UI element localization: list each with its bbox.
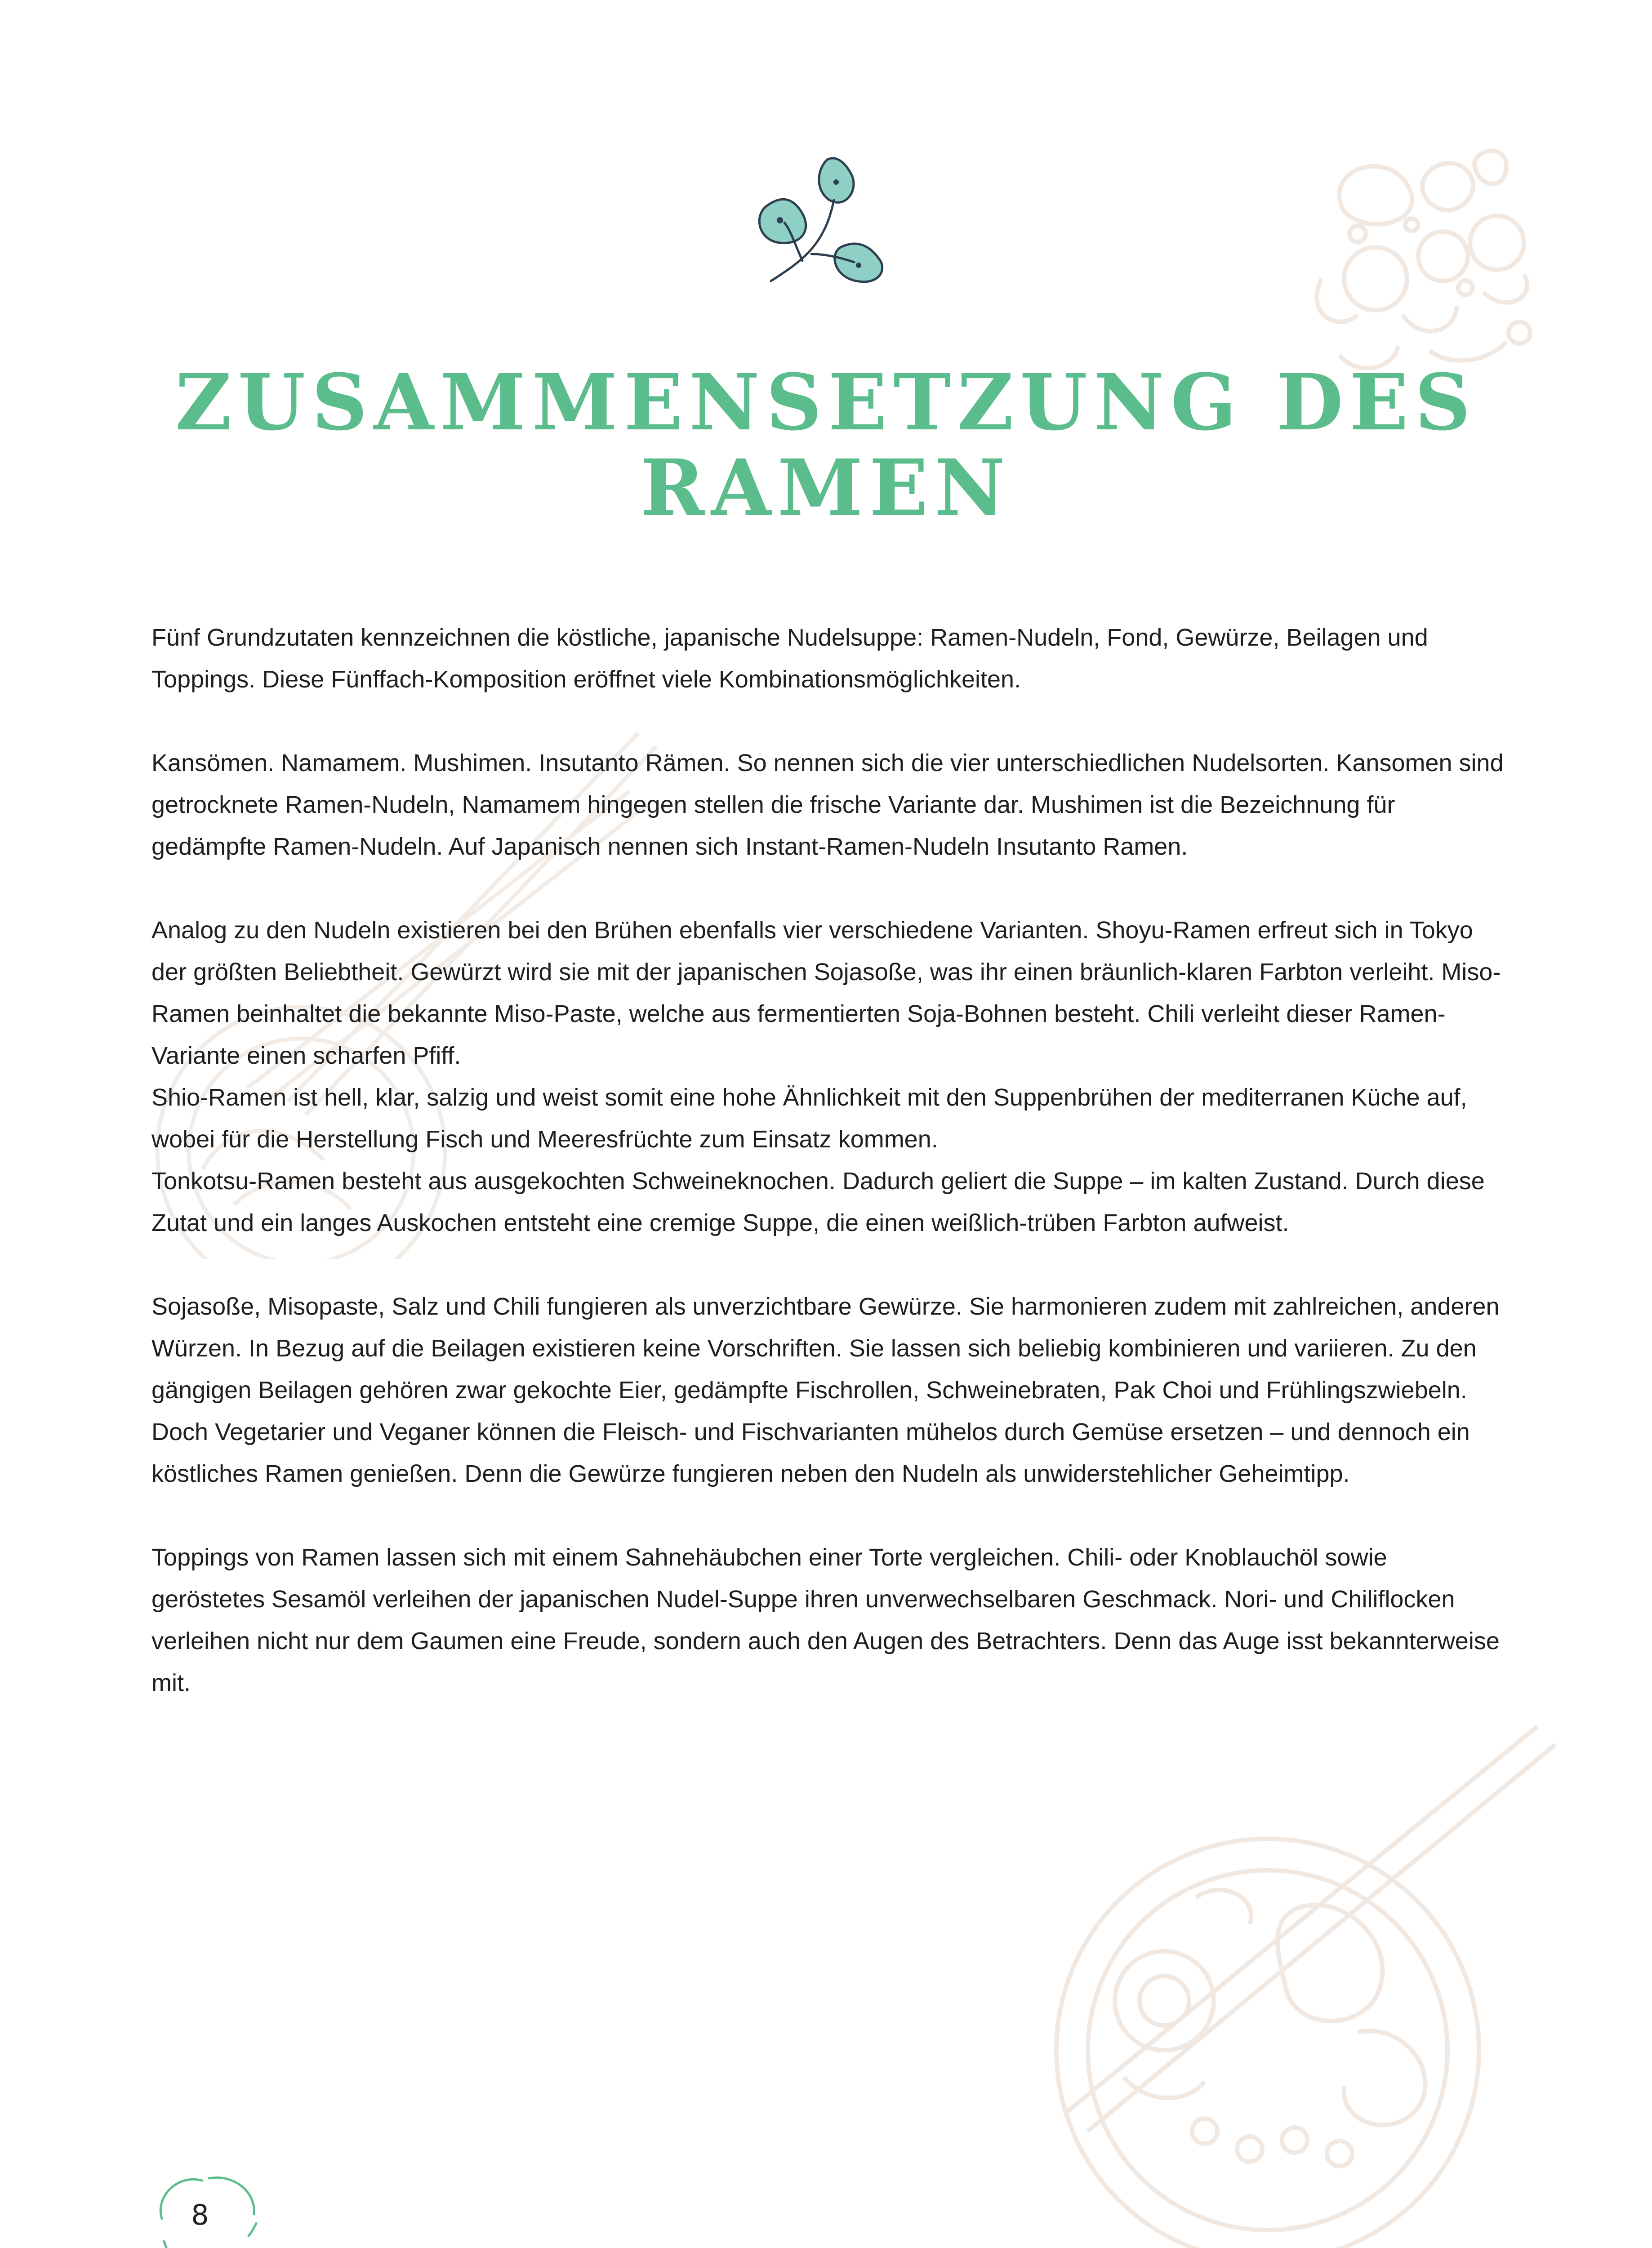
page-number: 8 (191, 2199, 209, 2231)
ramen-bowl-icon (953, 1708, 1582, 2248)
leaf-sprig-icon (748, 146, 897, 299)
page-title-line-2: RAMEN (640, 442, 1012, 533)
paragraph-toppings: Toppings von Ramen lassen sich mit einem Sahnehäubchen einer Torte vergleichen. Chili- oder Knoblauchöl sowie geröstetes Sesamöl verleihen der japanischen Nudel-Suppe ihren unverwechselbaren Geschmack. Nori- und Chiliflocken verleihen nicht nur dem Gaumen eine Freude, sondern auch den Augen des Betrachters. Denn das Auge isst bekannterweise mit. (151, 1544, 1500, 1696)
paragraph-broths: Analog zu den Nudeln existieren bei den Brühen ebenfalls vier verschiedene Varianten. Shoyu-Ramen erfreut sich in Tokyo der größten Beliebtheit. Gewürzt wird sie mit der japanischen Sojasoße, was ihr einen bräunlich-klaren Farbton verleiht. Miso-Ramen beinhaltet die bekannte Miso-Paste, welche aus fermentierten Soja-Bohnen besteht. Chili verleiht dieser Ramen-Variante einen scharfen Pfiff. (151, 917, 1501, 1069)
paragraph-intro: Fünf Grundzutaten kennzeichnen die köstliche, japanische Nudelsuppe: Ramen-Nudeln, Fond, Gewürze, Beilagen und Toppings. Diese Fünffach-Komposition eröffnet viele Kombinationsmöglichkeiten. (151, 624, 1428, 693)
paragraph-noodles: Kansömen. Namamem. Mushimen. Insutanto Rämen. So nennen sich die vier unterschiedlichen Nudelsorten. Kansomen sind getrocknete Ramen-Nudeln, Namamem hingegen stellen die frische Variante dar. Mushimen ist die Bezeichnung für gedämpfte Ramen-Nudeln. Auf Japanisch nennen sich Instant-Ramen-Nudeln Insutanto Ramen. (151, 749, 1504, 860)
page-title-line-1: ZUSAMMENSETZUNG DES (175, 357, 1477, 448)
paragraph-shio: Shio-Ramen ist hell, klar, salzig und weist somit eine hohe Ähnlichkeit mit den Suppenbrühen der mediterranen Küche auf, wobei für die Herstellung Fisch und Meeresfrüchte zum Einsatz kommen. (151, 1084, 1467, 1153)
paragraph-spices: Sojasoße, Misopaste, Salz und Chili fungieren als unverzichtbare Gewürze. Sie harmonieren zudem mit zahlreichen, anderen Würzen. In Bezug auf die Beilagen existieren keine Vorschriften. Sie lassen sich beliebig kombinieren und variieren. Zu den gängigen Beilagen gehören zwar gekochte Eier, gedämpfte Fischrollen, Schweinebraten, Pak Choi und Frühlingszwiebeln. Doch Vegetarier und Veganer können die Fleisch- und Fischvarianten mühelos durch Gemüse ersetzen – und dennoch ein köstliches Ramen genießen. Denn die Gewürze fungieren neben den Nudeln als unwiderstehlicher Geheimtipp. (151, 1293, 1500, 1487)
article-body (151, 617, 1505, 1746)
page-title (135, 357, 1517, 533)
paragraph-tonkotsu: Tonkotsu-Ramen besteht aus ausgekochten Schweineknochen. Dadurch geliert die Suppe – im kalten Zustand. Durch diese Zutat und ein langes Auskochen entsteht eine cremige Suppe, die einen weißlich-trüben Farbton aufweist. (151, 1168, 1485, 1236)
page-number-badge (146, 2165, 267, 2248)
